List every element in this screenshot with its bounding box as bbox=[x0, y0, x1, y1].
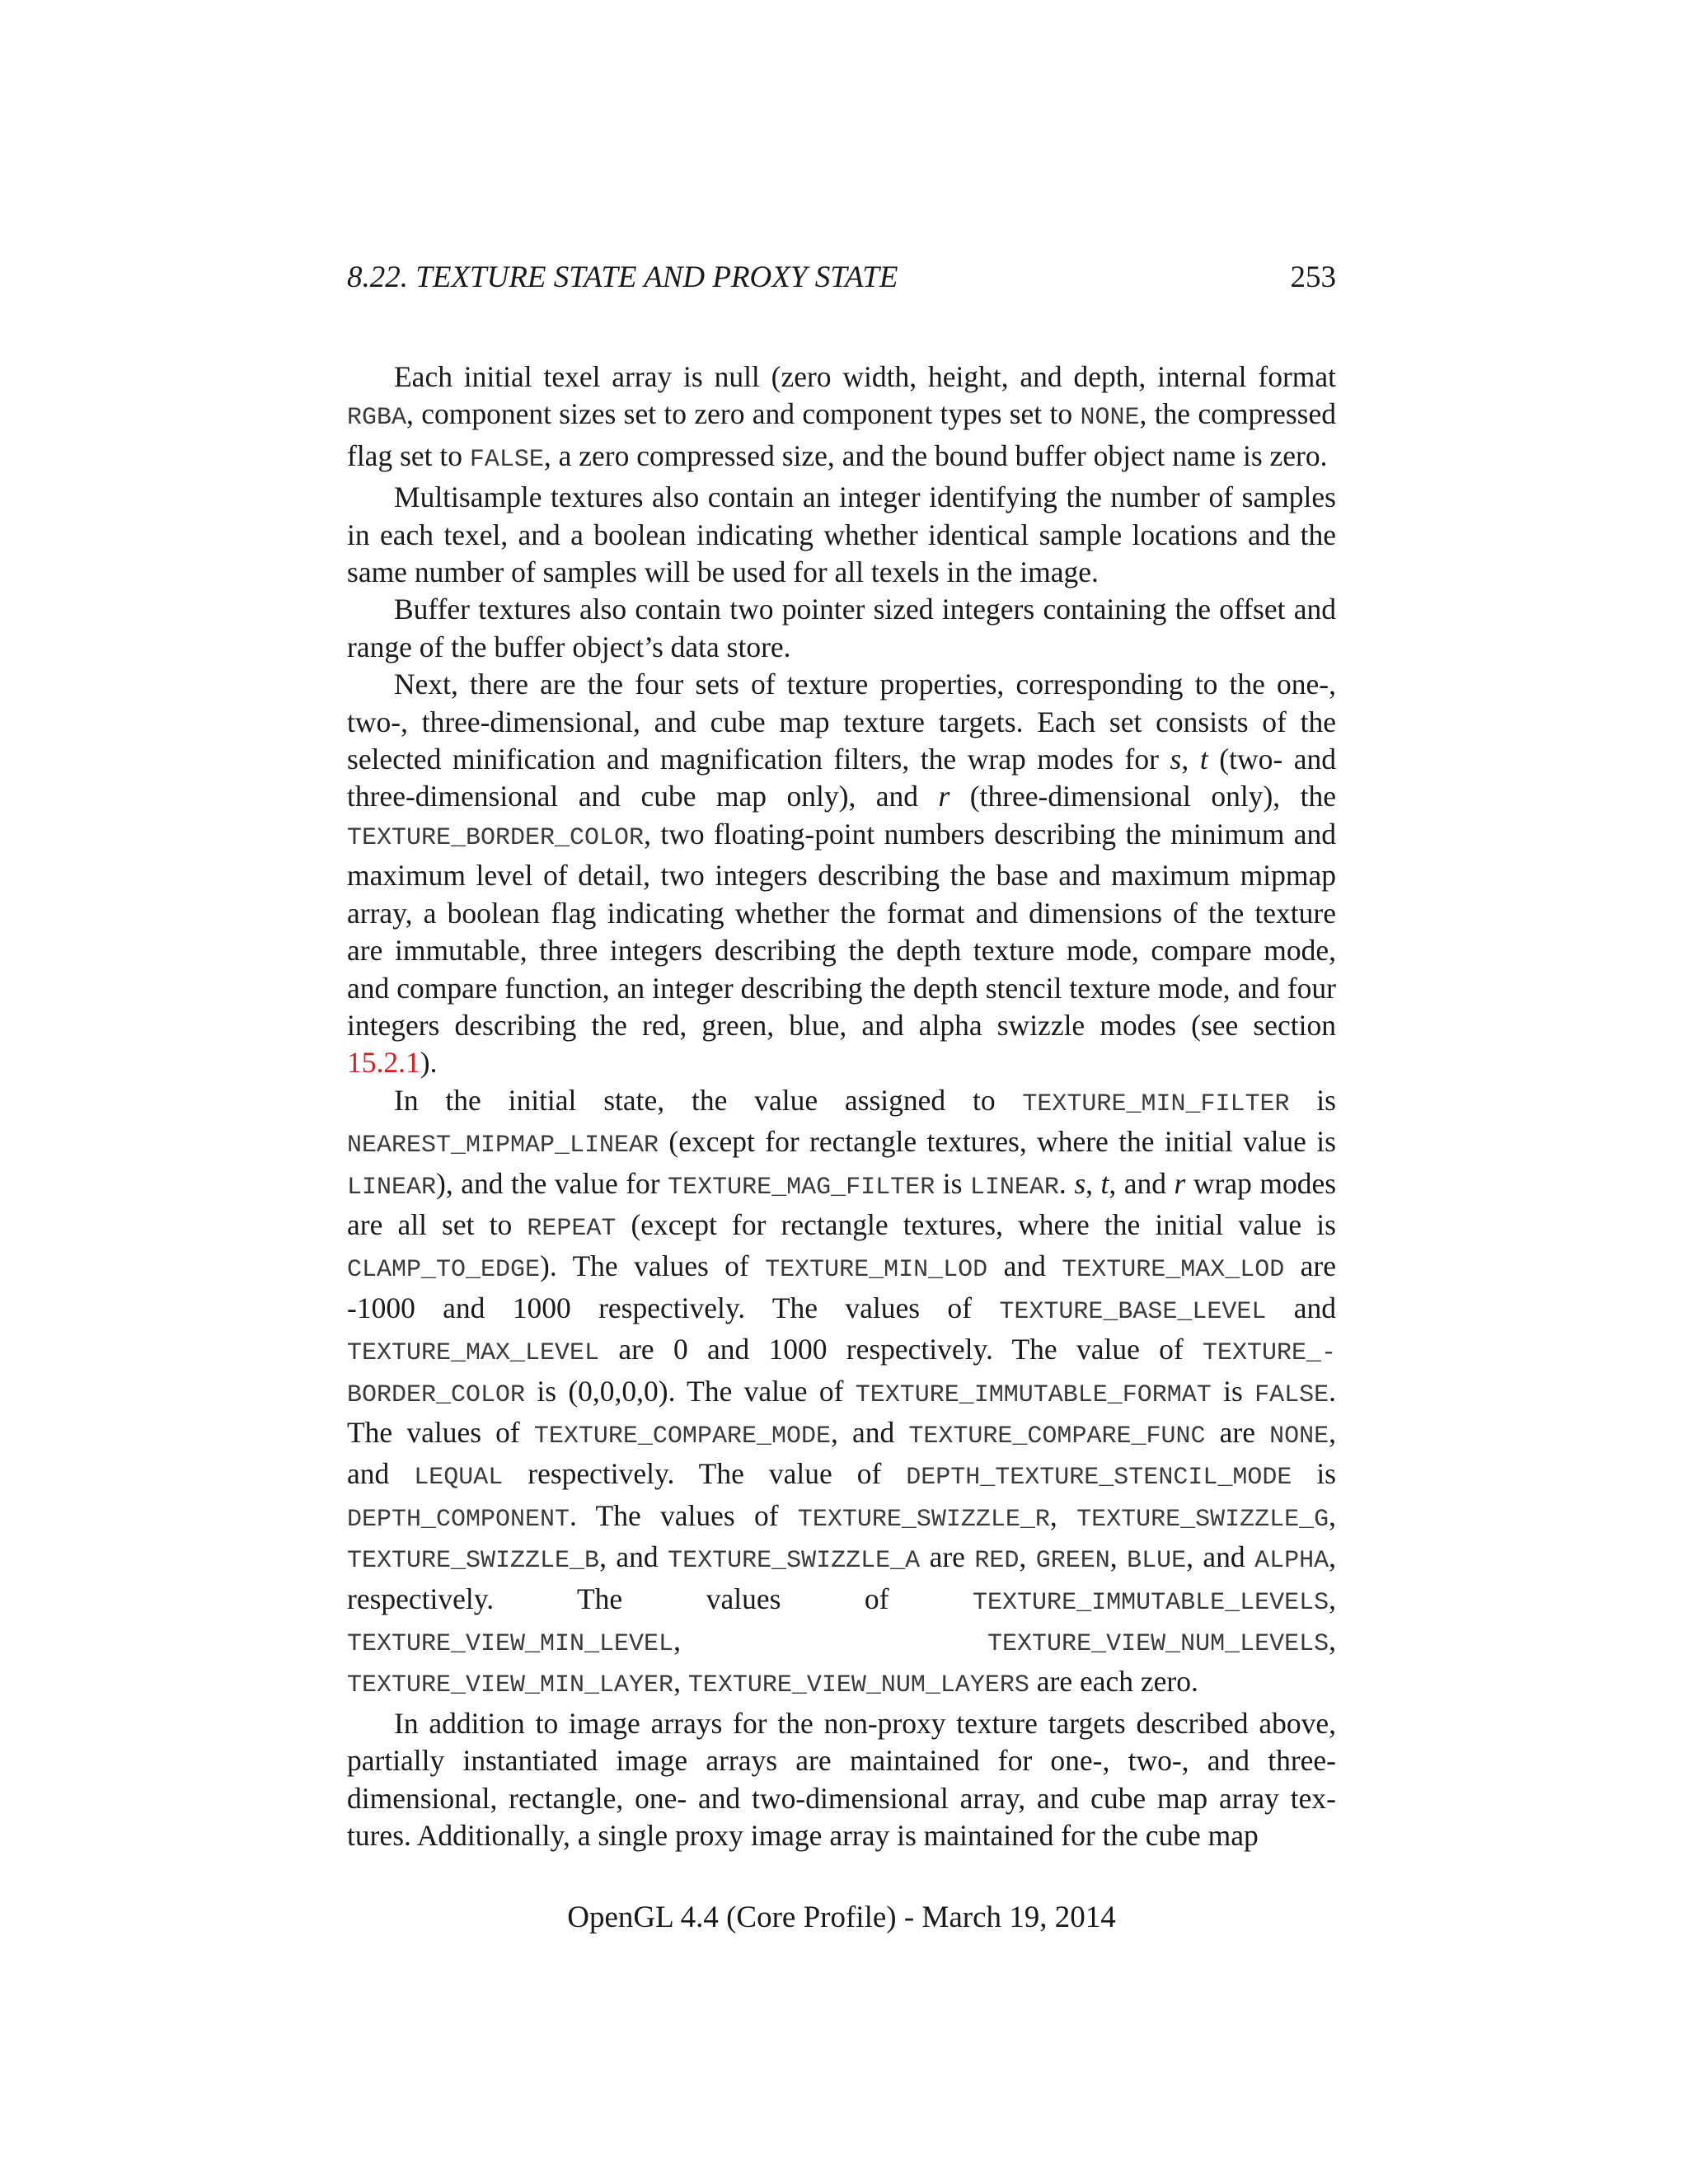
code-token: LINEAR bbox=[347, 1173, 437, 1202]
text-run: Multisample textures also contain an integer identifying the number of samples in each texel, and a boolean indicating whether identical sample locations and the same number of samples will be used for all texels in the image. bbox=[347, 480, 1336, 589]
text-run: and bbox=[987, 1249, 1062, 1283]
math-variable: s bbox=[1170, 743, 1182, 776]
text-run: . The values of bbox=[570, 1498, 798, 1532]
text-run: Each initial texel array is null (zero width, height, and depth, internal format bbox=[394, 360, 1336, 393]
text-run: ), and the value for bbox=[436, 1166, 668, 1200]
text-run: In addition to image arrays for the non-proxy texture targets described above, partially instantiated image arrays are maintained for one-, two-, and three-dimensional, rectangle, one- and two-dimensional array, and cube map array textures. Additionally, a single proxy image array is maintained for the cube map bbox=[347, 1706, 1336, 1853]
text-run: are each zero. bbox=[1029, 1665, 1198, 1699]
math-variable: r bbox=[1174, 1166, 1186, 1200]
text-run: , and bbox=[830, 1415, 909, 1449]
code-token: DEPTH_COMPONENT bbox=[347, 1505, 570, 1534]
code-token: TEXTURE_SWIZZLE_B bbox=[347, 1547, 600, 1576]
code-token: TEXTURE_MAX_LEVEL bbox=[347, 1339, 600, 1368]
code-token: TEXTURE_MAX_LOD bbox=[1062, 1256, 1285, 1285]
page-number: 253 bbox=[1290, 260, 1336, 294]
code-token: TEXTURE_COMPARE_FUNC bbox=[908, 1422, 1206, 1451]
text-run: is (0,0,0,0). The value of bbox=[525, 1374, 856, 1408]
code-token: RED bbox=[974, 1547, 1020, 1576]
math-variable: t bbox=[1199, 743, 1208, 776]
code-token: ALPHA bbox=[1254, 1547, 1329, 1576]
code-token: TEXTURE_BASE_LEVEL bbox=[999, 1297, 1267, 1326]
text-run: are bbox=[1205, 1415, 1270, 1449]
running-section-title: 8.22. TEXTURE STATE AND PROXY STATE bbox=[347, 260, 898, 294]
code-token: TEXTURE_MAG_FILTER bbox=[668, 1173, 935, 1202]
code-token: BLUE bbox=[1127, 1547, 1187, 1576]
code-token: FALSE bbox=[1254, 1380, 1329, 1409]
code-token: TEXTURE_VIEW_MIN_LAYER bbox=[347, 1671, 674, 1700]
code-token: TEXTURE_IMMUTABLE_LEVELS bbox=[973, 1588, 1329, 1617]
text-run: (three-dimensional only), the bbox=[950, 780, 1336, 813]
text-run: , bbox=[1049, 1498, 1077, 1532]
code-token: LINEAR bbox=[969, 1173, 1059, 1202]
text-run: are bbox=[920, 1540, 975, 1574]
text-run: , bbox=[1329, 1624, 1336, 1657]
text-run: , and bbox=[347, 1415, 1336, 1491]
code-token: REPEAT bbox=[527, 1214, 617, 1243]
paragraph bbox=[347, 359, 1336, 479]
text-run: , component sizes set to zero and component types set to bbox=[406, 397, 1081, 431]
paragraph bbox=[347, 479, 1336, 591]
text-run: , bbox=[673, 1624, 988, 1657]
page-footer: OpenGL 4.4 (Core Profile) - March 19, 2014 bbox=[567, 1900, 1116, 1934]
text-run: , and bbox=[1109, 1166, 1175, 1200]
code-token: TEXTURE_IMMUTABLE_FORMAT bbox=[855, 1380, 1212, 1409]
code-token: NONE bbox=[1269, 1422, 1329, 1451]
text-run: (two- and three-dimensional and cube map only), and bbox=[347, 743, 1336, 813]
text-run: , bbox=[1181, 743, 1200, 776]
section-reference-link[interactable]: 15.2.1 bbox=[347, 1046, 420, 1080]
code-token: TEXTURE_VIEW_NUM_LAYERS bbox=[687, 1671, 1029, 1700]
paragraph bbox=[347, 1082, 1336, 1705]
text-run: , bbox=[1329, 1582, 1336, 1615]
text-run: In the initial state, the value assigned to bbox=[394, 1083, 1023, 1117]
text-run: , and bbox=[599, 1540, 668, 1574]
text-run: . The values of bbox=[347, 1374, 1336, 1449]
text-run: Buffer textures also contain two pointer sized integers containing the offset and range of the buffer object’s data store. bbox=[347, 593, 1336, 663]
paragraph bbox=[347, 591, 1336, 666]
text-run: , the compressed flag set to bbox=[347, 397, 1336, 472]
paragraph bbox=[347, 1705, 1336, 1855]
text-run: , respectively. The values of bbox=[347, 1540, 1337, 1615]
text-run: , bbox=[1085, 1166, 1101, 1200]
code-token: TEXTURE_BORDER_COLOR bbox=[347, 823, 645, 852]
code-token: TEXTURE_VIEW_NUM_LEVELS bbox=[987, 1630, 1329, 1658]
text-run: , a zero compressed size, and the bound buffer object name is zero. bbox=[543, 438, 1328, 472]
code-token: TEXTURE_SWIZZLE_R bbox=[797, 1505, 1050, 1534]
text-run: is bbox=[1289, 1083, 1336, 1117]
page-header bbox=[347, 257, 1336, 298]
text-run: , and bbox=[1186, 1540, 1255, 1574]
code-token: TEXTURE_MIN_FILTER bbox=[1022, 1090, 1290, 1118]
text-run: (except for rectangle textures, where the initial value is bbox=[616, 1207, 1336, 1241]
code-token: TEXTURE_MIN_LOD bbox=[765, 1256, 988, 1285]
code-token: NONE bbox=[1080, 404, 1140, 433]
text-run: is bbox=[1292, 1457, 1337, 1491]
math-variable: t bbox=[1100, 1166, 1109, 1200]
text-run: is bbox=[1211, 1374, 1255, 1408]
code-token: DEPTH_TEXTURE_STENCIL_MODE bbox=[906, 1464, 1292, 1493]
code-token: GREEN bbox=[1035, 1547, 1110, 1576]
text-run: and bbox=[1266, 1291, 1337, 1324]
code-token: TEXTURE_VIEW_MIN_LEVEL bbox=[347, 1630, 674, 1658]
text-run: , two floating-point numbers describing the minimum and maximum level of detail, two integers describing the base and maximum mipmap array, a boolean flag indicating whether the format and dimensions of the texture are immutable, three integers describing the depth texture mode, compare mode, and compare function, an integer describing the depth stencil texture mode, and four integers describing the red, green, blue, and alpha swizzle modes (see section bbox=[347, 817, 1336, 1042]
text-run: ). The values of bbox=[540, 1249, 766, 1283]
text-run: wrap modes are all set to bbox=[347, 1166, 1337, 1241]
math-variable: r bbox=[938, 780, 950, 813]
text-run: , bbox=[1329, 1498, 1336, 1532]
text-run: respectively. The value of bbox=[503, 1457, 907, 1491]
text-run: are 0 and 1000 respectively. The value of bbox=[599, 1333, 1203, 1366]
paragraph bbox=[347, 666, 1336, 1081]
text-run: , bbox=[1019, 1540, 1036, 1574]
text-run: , bbox=[1109, 1540, 1128, 1574]
body-text bbox=[347, 359, 1336, 1854]
code-token: FALSE bbox=[469, 445, 544, 474]
text-run: (except for rectangle textures, where the initial value is bbox=[659, 1125, 1336, 1159]
code-token: TEXTURE_SWIZZLE_A bbox=[668, 1547, 921, 1576]
text-run: . bbox=[1058, 1166, 1075, 1200]
code-token: TEXTURE_BORDER_COLOR bbox=[347, 1339, 1336, 1409]
text-run: Next, there are the four sets of texture properties, corresponding to the one-, two-, three-dimensional, and cube map texture targets. Each set consists of the selected minification and magnification filters, the wrap modes for bbox=[347, 668, 1336, 776]
text-run: are -1000 and 1000 respectively. The values of bbox=[347, 1249, 1336, 1324]
text-run: is bbox=[935, 1166, 970, 1200]
code-token: TEXTURE_SWIZZLE_G bbox=[1076, 1505, 1329, 1534]
code-token: RGBA bbox=[347, 404, 407, 433]
code-token: TEXTURE_COMPARE_MODE bbox=[533, 1422, 831, 1451]
text-run: ). bbox=[420, 1046, 438, 1080]
math-variable: s bbox=[1074, 1166, 1086, 1200]
code-token: CLAMP_TO_EDGE bbox=[347, 1256, 541, 1285]
text-run: , bbox=[673, 1665, 688, 1699]
code-token: NEAREST_MIPMAP_LINEAR bbox=[347, 1132, 659, 1160]
code-token: LEQUAL bbox=[414, 1464, 504, 1493]
